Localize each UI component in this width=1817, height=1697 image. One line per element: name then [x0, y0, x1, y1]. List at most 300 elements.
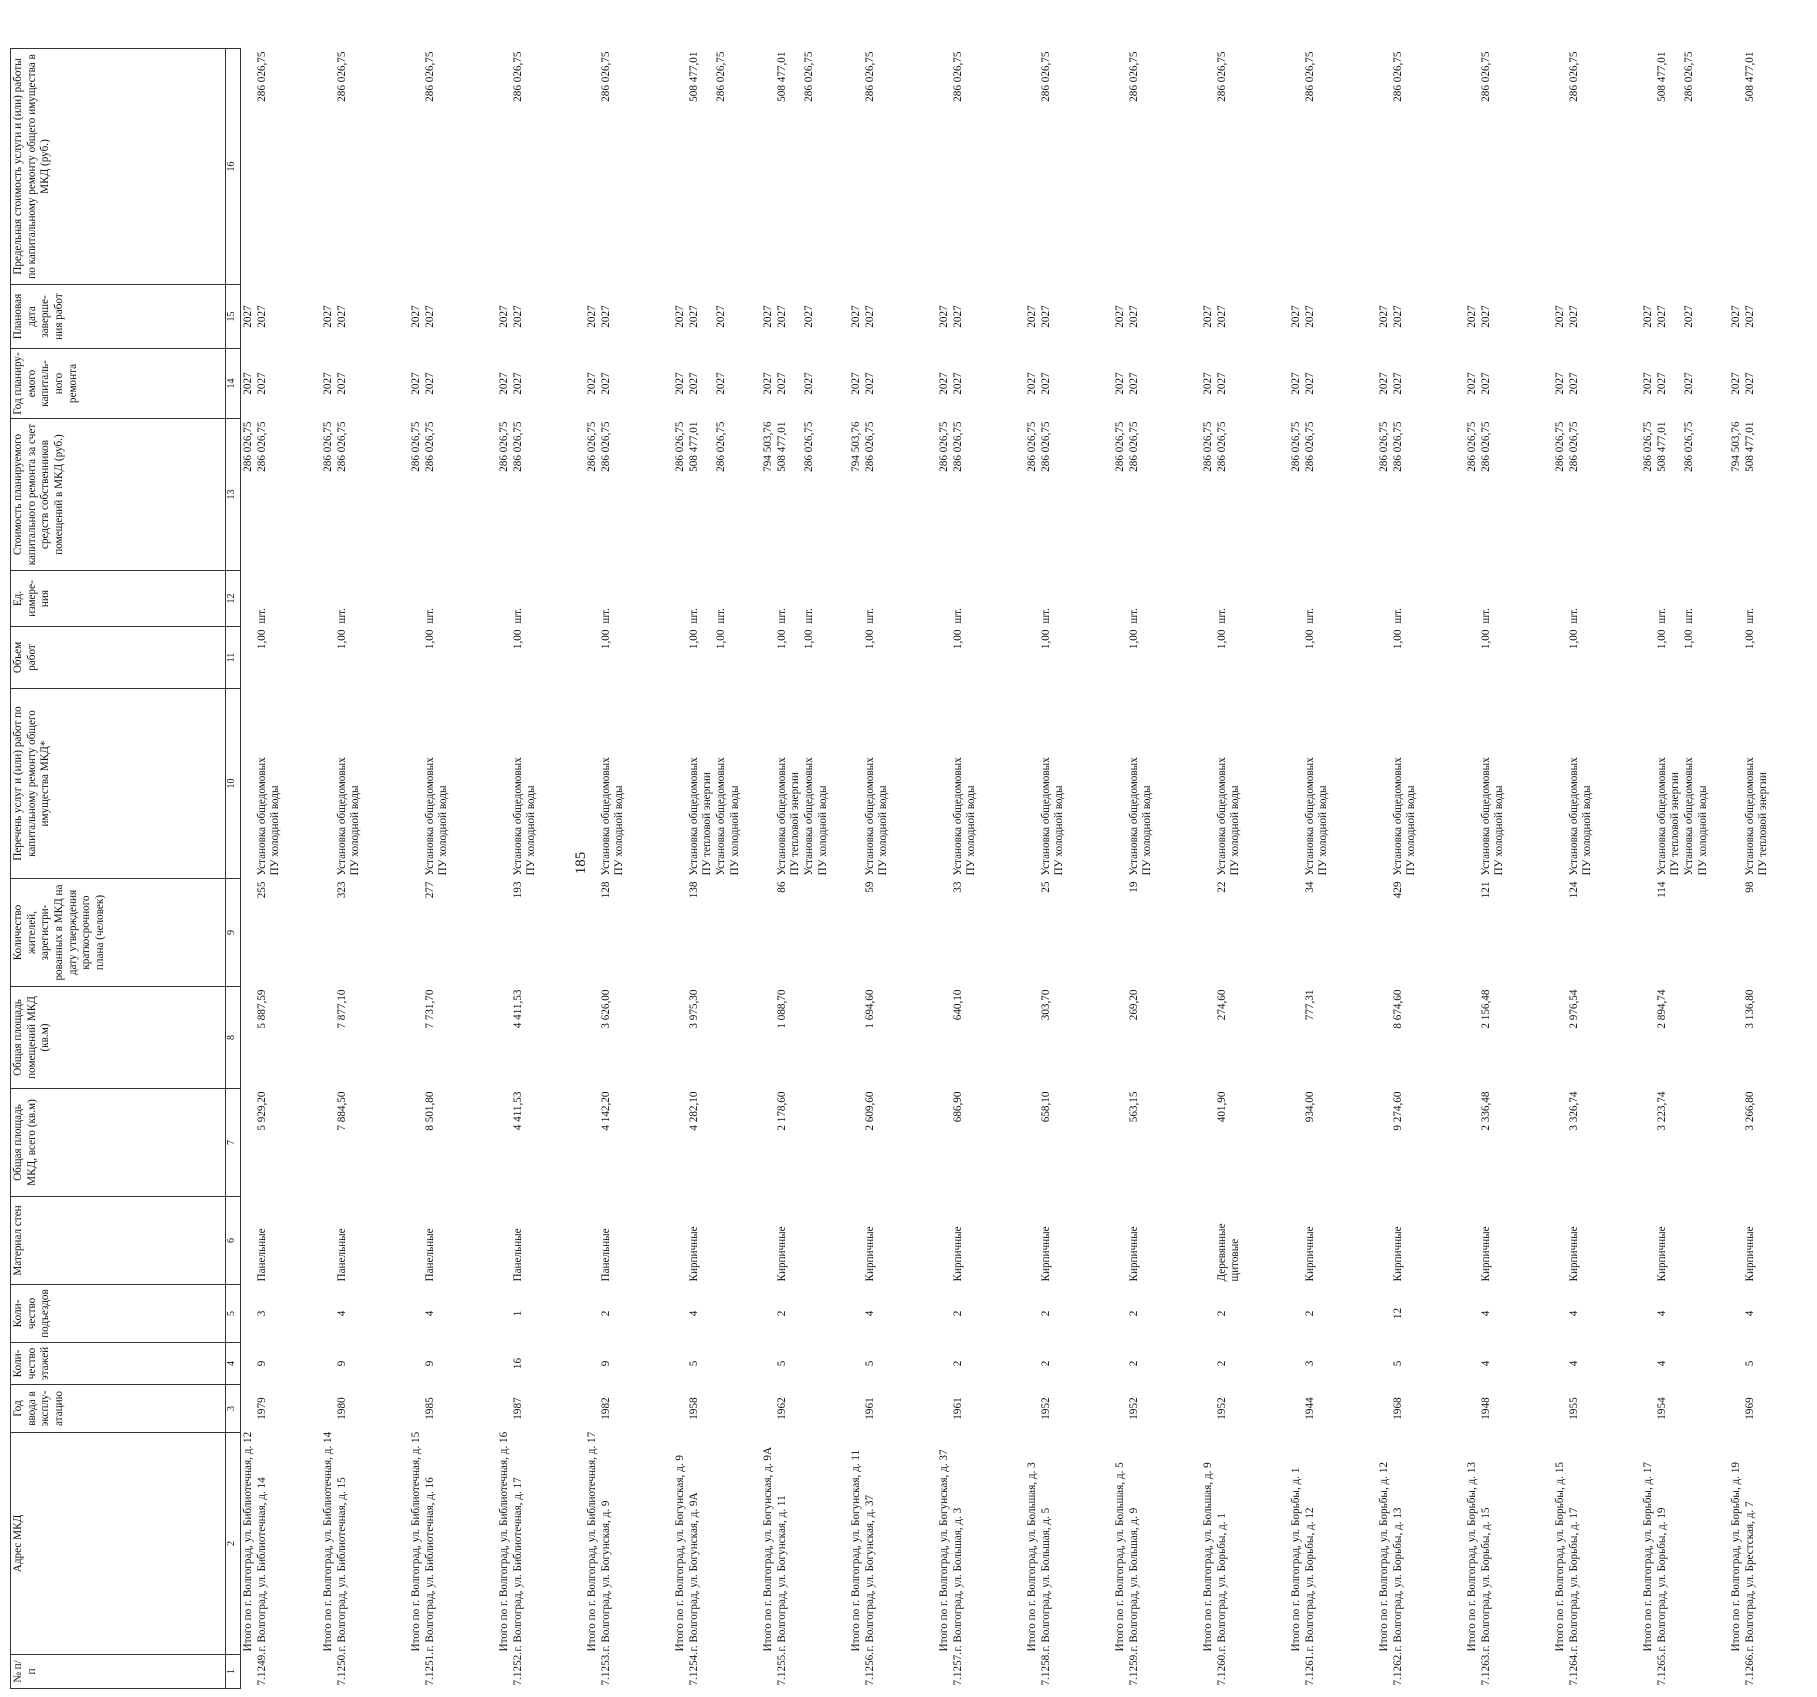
work-unit: шт.: [1039, 608, 1052, 624]
column-number: 7: [226, 1089, 241, 1197]
subtotal-address: Итого по г. Волгоград, ул. Борьбы, д. 17: [1642, 1461, 1654, 1652]
row-number: 7.1260.: [1215, 1651, 1228, 1686]
repair-year: 2027: [1215, 372, 1228, 395]
limit-cost: 286 026,75: [1682, 51, 1695, 102]
resident-count-cell: [241, 879, 322, 987]
column-number: 11: [226, 627, 241, 689]
work-item: ПУ тепловой энергии: [701, 772, 714, 876]
premises-area: 7 877,10: [335, 989, 348, 1029]
repair-year: 2027: [687, 372, 700, 395]
subtotal-cost: 286 026,75: [1378, 421, 1390, 472]
address-cell: [1553, 1433, 1641, 1655]
row-number: 7.1254.: [687, 1651, 700, 1686]
subtotal-end-date: 2027: [1466, 305, 1478, 328]
end-date-cell: [761, 285, 849, 349]
work-unit: шт.: [335, 608, 348, 624]
subtotal-year: 2027: [1466, 372, 1478, 395]
entrance-count: 2: [951, 1310, 964, 1317]
address-cell: [1465, 1433, 1553, 1655]
resident-count-cell: [1289, 879, 1377, 987]
subtotal-address: Итого по г. Волгоград, ул. Большая, д. 9: [1202, 1462, 1214, 1652]
entrance-count-cell: [1729, 1285, 1817, 1343]
planned-cost: 286 026,75: [1682, 421, 1695, 472]
total-area: 4 282,10: [687, 1091, 700, 1131]
commission-year-cell: [497, 1385, 585, 1433]
planned-cost: 286 026,75: [1391, 421, 1404, 472]
end-date: 2027: [1127, 305, 1140, 328]
resident-count: 429: [1391, 881, 1404, 899]
entrance-count-cell: [1289, 1285, 1377, 1343]
column-number: 12: [226, 571, 241, 627]
building-address: г. Волгоград, ул. Библиотечная, д. 17: [511, 1477, 524, 1652]
work-item: Установка общедомовых: [1391, 757, 1404, 876]
subtotal-end-date: 2027: [322, 305, 334, 328]
column-number: 8: [226, 987, 241, 1089]
entrance-count: 2: [1127, 1310, 1140, 1317]
end-date: 2027: [1215, 305, 1228, 328]
volume-cell: [241, 627, 322, 689]
column-number: 9: [226, 879, 241, 987]
total-area-cell: [241, 1089, 322, 1197]
work-item: Установка общедомовых: [714, 757, 727, 876]
repair-year: 2027: [775, 372, 788, 395]
repair-year: 2027: [1479, 372, 1492, 395]
entrance-count: 1: [511, 1310, 524, 1317]
commission-year: 1955: [1567, 1397, 1580, 1420]
wall-material: Кирпичные: [1391, 1226, 1404, 1282]
limit-cost: 286 026,75: [423, 51, 436, 102]
commission-year: 1961: [863, 1397, 876, 1420]
wall-material-cell: [497, 1197, 585, 1285]
row-number-cell: [1465, 1651, 1553, 1689]
repair-year-cell: [937, 349, 1025, 419]
works-cell: [1025, 689, 1113, 879]
subtotal-cost: 794 503,76: [1730, 421, 1742, 472]
subtotal-year: 2027: [586, 372, 598, 395]
entrance-count-cell: [673, 1285, 761, 1343]
volume-cell: [585, 627, 673, 689]
building-address: г. Волгоград, ул. Брестская, д. 7: [1743, 1501, 1756, 1652]
limit-cost-cell: [1113, 49, 1201, 285]
premises-area: 8 674,60: [1391, 989, 1404, 1029]
floor-count-cell: [937, 1343, 1025, 1385]
total-area: 686,90: [951, 1091, 964, 1123]
subtotal-cost: 286 026,75: [1642, 421, 1654, 472]
work-unit: шт.: [863, 608, 876, 624]
column-header: Предельная стоимость услуги и (или) работы по капитальному ремонту общего имущества в МКД (руб.): [11, 49, 226, 285]
limit-cost-cell: [1289, 49, 1377, 285]
premises-area-cell: [1553, 987, 1641, 1089]
premises-area: 269,20: [1127, 989, 1140, 1021]
volume-cell: [1553, 627, 1641, 689]
unit-cell: [1641, 571, 1729, 627]
planned-cost-cell: [1025, 419, 1113, 571]
limit-cost: 508 477,01: [775, 51, 788, 102]
table-row: [321, 49, 409, 1689]
floor-count: 2: [1215, 1360, 1228, 1367]
work-item: ПУ холодной воды: [1696, 785, 1709, 876]
wall-material: Кирпичные: [1127, 1226, 1140, 1282]
planned-cost: 286 026,75: [1039, 421, 1052, 472]
premises-area: 2 976,54: [1567, 989, 1580, 1029]
address-cell: [409, 1433, 497, 1655]
planned-cost-cell: [497, 419, 585, 571]
repair-year-cell: [1025, 349, 1113, 419]
work-item: ПУ тепловой энергии: [789, 772, 802, 876]
row-number-cell: [1113, 1651, 1201, 1689]
volume-cell: [1201, 627, 1289, 689]
subtotal-address: Итого по г. Волгоград, ул. Борьбы, д. 12: [1378, 1461, 1390, 1652]
table-row: [937, 49, 1025, 1689]
end-date-cell: [241, 285, 322, 349]
subtotal-address: Итого по г. Волгоград, ул. Библиотечная, д. 14: [322, 1431, 334, 1652]
subtotal-end-date: 2027: [1202, 305, 1214, 328]
wall-material-cell: [1113, 1197, 1201, 1285]
premises-area-cell: [673, 987, 761, 1089]
subtotal-year: 2027: [242, 372, 254, 395]
limit-cost: 286 026,75: [714, 51, 727, 102]
commission-year-cell: [1641, 1385, 1729, 1433]
premises-area-cell: [1377, 987, 1465, 1089]
planned-cost: 286 026,75: [1303, 421, 1316, 472]
subtotal-cost: 286 026,75: [498, 421, 510, 472]
work-volume: 1,00: [511, 629, 524, 650]
repair-year-cell: [1641, 349, 1729, 419]
table-row: [497, 49, 585, 1689]
resident-count-cell: [321, 879, 409, 987]
wall-material-cell: [585, 1197, 673, 1285]
repair-year: 2027: [1567, 372, 1580, 395]
repair-year-cell: [1377, 349, 1465, 419]
total-area-cell: [1465, 1089, 1553, 1197]
subtotal-address: Итого по г. Волгоград, ул. Библиотечная, д. 12: [242, 1431, 254, 1652]
wall-material: Кирпичные: [951, 1226, 964, 1282]
work-item: ПУ холодной воды: [1317, 785, 1330, 876]
work-item: Установка общедомовых: [802, 757, 815, 876]
repair-plan-table: [10, 48, 1817, 1689]
work-unit: шт.: [1567, 608, 1580, 624]
work-unit: шт.: [511, 608, 524, 624]
resident-count-cell: [1377, 879, 1465, 987]
total-area: 2 336,48: [1479, 1091, 1492, 1131]
resident-count-cell: [1729, 879, 1817, 987]
floor-count: 4: [1655, 1360, 1668, 1367]
row-number-cell: [409, 1651, 497, 1689]
table-row: [585, 49, 673, 1689]
address-cell: [1025, 1433, 1113, 1655]
limit-cost-cell: [673, 49, 761, 285]
planned-cost-cell: [937, 419, 1025, 571]
column-header: Объем работ: [11, 627, 226, 689]
limit-cost-cell: [321, 49, 409, 285]
planned-cost: 286 026,75: [599, 421, 612, 472]
column-number: 13: [226, 419, 241, 571]
planned-cost-cell: [1113, 419, 1201, 571]
row-number-cell: [1377, 1651, 1465, 1689]
commission-year: 1962: [775, 1397, 788, 1420]
work-volume: 1,00: [951, 629, 964, 650]
subtotal-year: 2027: [1026, 372, 1038, 395]
end-date-cell: [1201, 285, 1289, 349]
row-number-cell: [1729, 1651, 1817, 1689]
commission-year-cell: [673, 1385, 761, 1433]
subtotal-end-date: 2027: [242, 305, 254, 328]
planned-cost-cell: [409, 419, 497, 571]
work-unit: шт.: [687, 608, 700, 624]
floor-count: 5: [687, 1360, 700, 1367]
subtotal-cost: 286 026,75: [1290, 421, 1302, 472]
repair-year: 2027: [714, 372, 727, 395]
works-cell: [1201, 689, 1289, 879]
work-unit: шт.: [599, 608, 612, 624]
volume-cell: [321, 627, 409, 689]
wall-material: Деревянные щитовые: [1215, 1223, 1242, 1282]
work-item: Установка общедомовых: [1303, 757, 1316, 876]
planned-cost: 508 477,01: [775, 421, 788, 472]
wall-material-cell: [761, 1197, 849, 1285]
subtotal-address: Итого по г. Волгоград, ул. Библиотечная, д. 15: [410, 1431, 422, 1652]
end-date: 2027: [1479, 305, 1492, 328]
row-number: 7.1264.: [1567, 1651, 1580, 1686]
commission-year-cell: [1113, 1385, 1201, 1433]
commission-year-cell: [1289, 1385, 1377, 1433]
resident-count: 25: [1039, 881, 1052, 893]
resident-count: 193: [511, 881, 524, 899]
wall-material: Панельные: [423, 1228, 436, 1282]
end-date-cell: [1113, 285, 1201, 349]
subtotal-end-date: 2027: [1290, 305, 1302, 328]
premises-area: 1 694,60: [863, 989, 876, 1029]
wall-material-cell: [849, 1197, 937, 1285]
total-area: 3 266,80: [1743, 1091, 1756, 1131]
floor-count: 2: [951, 1360, 964, 1367]
resident-count: 124: [1567, 881, 1580, 899]
end-date: 2027: [714, 305, 727, 328]
repair-year: 2027: [951, 372, 964, 395]
work-item: ПУ холодной воды: [1581, 785, 1594, 876]
planned-cost: 508 477,01: [687, 421, 700, 472]
end-date-cell: [1465, 285, 1553, 349]
planned-cost-cell: [585, 419, 673, 571]
total-area: 5 929,20: [255, 1091, 268, 1131]
entrance-count: 12: [1391, 1307, 1404, 1320]
repair-year: 2027: [863, 372, 876, 395]
premises-area-cell: [937, 987, 1025, 1089]
resident-count: 19: [1127, 881, 1140, 893]
limit-cost: 286 026,75: [1567, 51, 1580, 102]
floor-count: 5: [863, 1360, 876, 1367]
end-date-cell: [585, 285, 673, 349]
entrance-count: 2: [775, 1310, 788, 1317]
limit-cost: 508 477,01: [1743, 51, 1756, 102]
commission-year-cell: [1465, 1385, 1553, 1433]
commission-year: 1948: [1479, 1397, 1492, 1420]
unit-cell: [409, 571, 497, 627]
work-item: Установка общедомовых: [1479, 757, 1492, 876]
subtotal-year: 2027: [410, 372, 422, 395]
unit-cell: [585, 571, 673, 627]
subtotal-cost: 794 503,76: [762, 421, 774, 472]
floor-count: 9: [599, 1360, 612, 1367]
total-area-cell: [937, 1089, 1025, 1197]
limit-cost: 286 026,75: [1391, 51, 1404, 102]
repair-year-cell: [409, 349, 497, 419]
limit-cost: 508 477,01: [1655, 51, 1668, 102]
end-date-cell: [849, 285, 937, 349]
end-date: 2027: [335, 305, 348, 328]
limit-cost: 286 026,75: [1479, 51, 1492, 102]
commission-year: 1979: [255, 1397, 268, 1420]
repair-year-cell: [1553, 349, 1641, 419]
floor-count: 5: [1743, 1360, 1756, 1367]
column-header: Материал стен: [11, 1197, 226, 1285]
works-cell: [497, 689, 585, 879]
row-number: 7.1266.: [1743, 1651, 1756, 1686]
commission-year: 1980: [335, 1397, 348, 1420]
total-area-cell: [409, 1089, 497, 1197]
total-area-cell: [321, 1089, 409, 1197]
limit-cost-cell: [1377, 49, 1465, 285]
building-address: г. Волгоград, ул. Большая, д. 3: [951, 1507, 964, 1652]
subtotal-cost: 286 026,75: [1026, 421, 1038, 472]
unit-cell: [937, 571, 1025, 627]
floor-count: 3: [1303, 1360, 1316, 1367]
work-volume: 1,00: [802, 629, 815, 650]
total-area: 9 274,60: [1391, 1091, 1404, 1131]
floor-count: 9: [255, 1360, 268, 1367]
subtotal-address: Итого по г. Волгоград, ул. Большая, д. 5: [1114, 1462, 1126, 1652]
limit-cost-cell: [1641, 49, 1729, 285]
floor-count: 4: [1479, 1360, 1492, 1367]
total-area: 563,15: [1127, 1091, 1140, 1123]
premises-area: 4 411,53: [511, 989, 524, 1029]
planned-cost-cell: [321, 419, 409, 571]
wall-material: Кирпичные: [1567, 1226, 1580, 1282]
limit-cost-cell: [409, 49, 497, 285]
works-cell: [585, 689, 673, 879]
repair-year: 2027: [1039, 372, 1052, 395]
premises-area: 2 894,74: [1655, 989, 1668, 1029]
address-cell: [241, 1433, 322, 1655]
subtotal-end-date: 2027: [410, 305, 422, 328]
repair-year: 2027: [802, 372, 815, 395]
premises-area: 274,60: [1215, 989, 1228, 1021]
unit-cell: [321, 571, 409, 627]
end-date-cell: [1553, 285, 1641, 349]
commission-year: 1952: [1039, 1397, 1052, 1420]
subtotal-address: Итого по г. Волгоград, ул. Борьбы, д. 1: [1290, 1467, 1302, 1652]
column-header: Коли- чество подъездов: [11, 1285, 226, 1343]
building-address: г. Волгоград, ул. Богунская, д. 37: [863, 1494, 876, 1652]
wall-material-cell: [321, 1197, 409, 1285]
resident-count: 277: [423, 881, 436, 899]
end-date: 2027: [1682, 305, 1695, 328]
planned-cost-cell: [1377, 419, 1465, 571]
table-row: [673, 49, 761, 1689]
work-item: Установка общедомовых: [423, 757, 436, 876]
unit-cell: [1729, 571, 1817, 627]
address-cell: [761, 1433, 849, 1655]
subtotal-year: 2027: [1642, 372, 1654, 395]
end-date: 2027: [951, 305, 964, 328]
total-area-cell: [849, 1089, 937, 1197]
end-date: 2027: [423, 305, 436, 328]
end-date-cell: [1729, 285, 1817, 349]
limit-cost-cell: [1025, 49, 1113, 285]
building-address: г. Волгоград, ул. Борьбы, д. 17: [1567, 1507, 1580, 1652]
address-cell: [1201, 1433, 1289, 1655]
row-number: 7.1259.: [1127, 1651, 1140, 1686]
total-area: 3 223,74: [1655, 1091, 1668, 1131]
page-number: 185: [573, 851, 589, 875]
address-cell: [1729, 1433, 1817, 1655]
resident-count-cell: [497, 879, 585, 987]
floor-count: 5: [1391, 1360, 1404, 1367]
work-volume: 1,00: [775, 629, 788, 650]
work-volume: 1,00: [1391, 629, 1404, 650]
address-cell: [321, 1433, 409, 1655]
limit-cost-cell: [937, 49, 1025, 285]
row-number-cell: [241, 1651, 322, 1689]
table-row: [849, 49, 937, 1689]
wall-material-cell: [937, 1197, 1025, 1285]
work-volume: 1,00: [599, 629, 612, 650]
works-cell: [409, 689, 497, 879]
work-unit: шт.: [255, 608, 268, 624]
address-cell: [1289, 1433, 1377, 1655]
works-cell: [761, 689, 849, 879]
wall-material: Панельные: [335, 1228, 348, 1282]
address-cell: [1113, 1433, 1201, 1655]
commission-year: 1944: [1303, 1397, 1316, 1420]
entrance-count: 4: [863, 1310, 876, 1317]
limit-cost: 286 026,75: [511, 51, 524, 102]
commission-year-cell: [241, 1385, 322, 1433]
building-address: г. Волгоград, ул. Борьбы, д. 15: [1479, 1507, 1492, 1652]
premises-area-cell: [585, 987, 673, 1089]
planned-cost: 286 026,75: [714, 421, 727, 472]
work-item: Установка общедомовых: [1215, 757, 1228, 876]
subtotal-year: 2027: [1114, 372, 1126, 395]
volume-cell: [1289, 627, 1377, 689]
floor-count-cell: [849, 1343, 937, 1385]
end-date: 2027: [1743, 305, 1756, 328]
entrance-count-cell: [1553, 1285, 1641, 1343]
floor-count-cell: [1289, 1343, 1377, 1385]
planned-cost: 286 026,75: [255, 421, 268, 472]
rotated-page: [10, 29, 1770, 1689]
row-number-cell: [1289, 1651, 1377, 1689]
subtotal-year: 2027: [1290, 372, 1302, 395]
premises-area: 1 088,70: [775, 989, 788, 1029]
header-row: [11, 49, 226, 1689]
table-row: [1025, 49, 1113, 1689]
total-area-cell: [1553, 1089, 1641, 1197]
work-item: Установка общедомовых: [255, 757, 268, 876]
resident-count-cell: [937, 879, 1025, 987]
work-volume: 1,00: [1039, 629, 1052, 650]
end-date: 2027: [1391, 305, 1404, 328]
entrance-count: 2: [1303, 1310, 1316, 1317]
work-unit: шт.: [1743, 608, 1756, 624]
subtotal-address: Итого по г. Волгоград, ул. Богунская, д. 9: [674, 1454, 686, 1652]
works-cell: [321, 689, 409, 879]
planned-cost-cell: [1553, 419, 1641, 571]
floor-count: 9: [423, 1360, 436, 1367]
subtotal-end-date: 2027: [674, 305, 686, 328]
table-row: [1201, 49, 1289, 1689]
end-date-cell: [1377, 285, 1465, 349]
